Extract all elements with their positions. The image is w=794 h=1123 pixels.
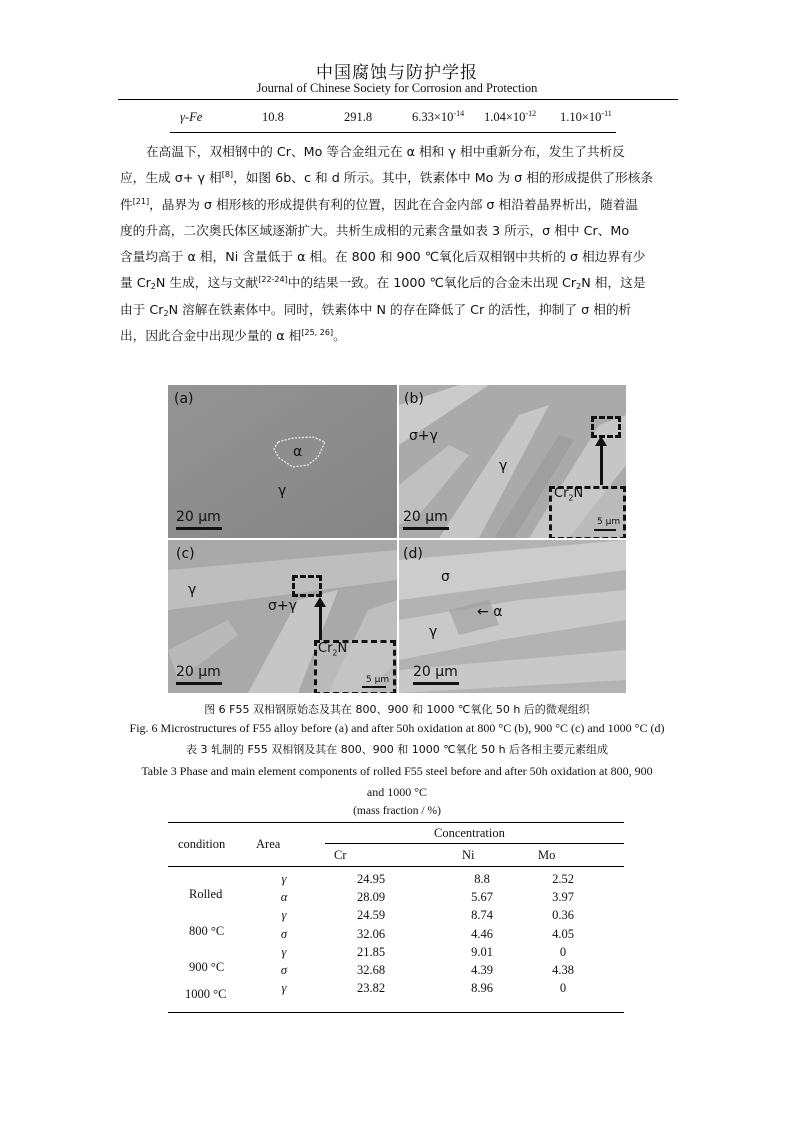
table-bottom-rule xyxy=(170,132,616,133)
cr-cell: 23.82 xyxy=(356,981,386,996)
scale-bar-label: 20 μm xyxy=(413,664,458,680)
inset-scale-bar xyxy=(362,686,386,688)
area-cell: γ xyxy=(281,944,287,959)
area-cell: γ xyxy=(281,908,287,923)
ni-cell: 4.39 xyxy=(471,963,493,977)
value-cell: $1.04\times 10^{-12}$ xyxy=(484,109,537,124)
alpha-label: α xyxy=(293,444,303,460)
alpha-label: ← α xyxy=(477,604,503,620)
scale-bar xyxy=(176,527,222,530)
inset-scale-bar xyxy=(594,529,616,531)
arrow-head xyxy=(314,597,326,607)
ni-cell: 9.01 xyxy=(471,944,493,959)
panel-d-label: (d) xyxy=(403,546,423,562)
sigma-gamma-label: σ+γ xyxy=(409,428,438,444)
condition-cell: Rolled xyxy=(189,887,223,902)
ni-cell: 8.74 xyxy=(471,908,493,923)
mo-cell: 4.38 xyxy=(552,963,574,977)
arrow-shaft xyxy=(319,606,322,640)
scale-bar-label: 20 μm xyxy=(403,509,448,525)
header-condition: condition xyxy=(178,837,226,851)
value-cell: 291.8 xyxy=(344,110,373,124)
scale-bar xyxy=(403,527,449,530)
area-cell: σ xyxy=(280,926,288,941)
cr-cell: 21.85 xyxy=(356,944,386,959)
value-cell: $6.33\times 10^{-14}$ xyxy=(412,109,465,124)
area-cell: α xyxy=(280,890,288,905)
panel-b-label: (b) xyxy=(404,391,424,407)
cr-cell: 32.68 xyxy=(356,963,386,977)
arrow-head xyxy=(595,436,607,446)
phase-cell: γ-Fe xyxy=(180,110,203,124)
header-rule xyxy=(118,99,678,100)
mo-cell: 0 xyxy=(559,981,567,996)
area-cell: σ xyxy=(280,963,288,977)
panel-b-micrograph xyxy=(399,385,626,538)
condition-cell: 900 °C xyxy=(189,959,225,974)
sigma-label: σ xyxy=(441,569,450,585)
mo-cell: 3.97 xyxy=(552,890,574,905)
header-cr: Cr xyxy=(334,848,347,862)
area-cell: γ xyxy=(281,872,287,886)
selection-box xyxy=(591,416,621,438)
header-concentration: Concentration xyxy=(434,826,505,840)
ni-cell: 5.67 xyxy=(471,890,493,905)
table-title-en-2: and 1000 °C xyxy=(366,785,428,799)
panel-c-micrograph xyxy=(168,540,397,693)
inset-scale-label: 5 μm xyxy=(597,517,621,527)
sigma-gamma-label: σ+γ xyxy=(268,598,297,614)
scale-bar-label: 20 μm xyxy=(176,664,221,680)
header-area: Area xyxy=(256,837,281,851)
mo-cell: 0.36 xyxy=(552,908,574,923)
mo-cell: 0 xyxy=(559,944,567,959)
gamma-label: γ xyxy=(429,624,438,640)
cr-cell: 24.95 xyxy=(356,872,386,886)
arrow-shaft xyxy=(600,445,603,485)
table-mid-rule xyxy=(325,843,624,844)
header-ni: Ni xyxy=(462,848,475,862)
cr-cell: 24.59 xyxy=(356,908,386,923)
table-title-cn: 表 3 轧制的 F55 双相钢及其在 800、900 和 1000 ℃氧化 50 h 后各相主要元素组成 xyxy=(185,743,609,756)
selection-box xyxy=(292,575,322,597)
header-mo: Mo xyxy=(538,848,556,862)
table-top-rule xyxy=(168,822,624,823)
panel-c-label: (c) xyxy=(176,546,195,562)
cr-cell: 28.09 xyxy=(356,890,386,905)
figure-caption-en: Fig. 6 Microstructures of F55 alloy before (a) and after 50h oxidation at 800 °C (b), 900 °C (c) and 1000 °C (d) xyxy=(129,721,665,735)
gamma-label: γ xyxy=(278,483,287,499)
body-paragraph: 在高温下，双相钢中的 Cr、Mo 等合金组元在 α 相和 γ 相中重新分布，发生了共析反 应，生成 σ+ γ 相[8]，如图 6b、c 和 d 所示。其中，铁素体中 Mo 为 σ 相的形成提供了形核条 件[21]，晶界为 σ 相形核的形成提供有利的位置，因此在合金内部 σ 相沿着晶界析出，随着温 度的升高，二次奥氏体区域逐渐扩大。共析生成相的元素含量如表 3 所示，σ 相中 Cr、Mo 含量均高于 α 相，Ni 含量低于 α 相。在 800 和 900 ℃氧化后双相钢中共析的 σ 相边界有少 量 $Cr_2N$ 生成，这与文献[22-24]中的结果一致。在 1000 ℃氧化后的合金未出现 $Cr_2N$ 相，这是 由于 $Cr_2N$ 溶解在铁素体中。同时，铁素体中 N 的存在降低了 Cr 的活性，抑制了 σ 相的析 出，因此合金中出现少量的 α 相[25, 26]。 xyxy=(120,144,654,344)
journal-title-en: Journal of Chinese Society for Corrosion and Protection xyxy=(256,81,538,95)
inset-scale-label: 5 μm xyxy=(366,675,390,685)
panel-a-label: (a) xyxy=(174,391,194,407)
scale-bar-label: 20 μm xyxy=(176,509,221,525)
gamma-label: γ xyxy=(188,582,197,598)
previous-table-row xyxy=(120,110,680,126)
table-bottom-rule xyxy=(168,1012,624,1013)
table-header-rule xyxy=(168,866,624,867)
condition-cell: 800 °C xyxy=(189,923,225,938)
value-cell: $1.10\times 10^{-11}$ xyxy=(560,109,612,124)
ni-cell: 8.8 xyxy=(474,872,490,886)
ni-cell: 8.96 xyxy=(471,981,493,996)
panel-d-micrograph xyxy=(399,540,626,693)
scale-bar xyxy=(176,682,222,685)
panel-a-micrograph xyxy=(168,385,397,538)
ni-cell: 4.46 xyxy=(471,926,493,941)
figure-caption-cn: 图 6 F55 双相钢原始态及其在 800、900 和 1000 ℃氧化 50 h 后的微观组织 xyxy=(204,703,590,716)
value-cell: 10.8 xyxy=(262,110,284,124)
table-title-en-1: Table 3 Phase and main element components of rolled F55 steel before and after 50h oxidation at 800, 900 xyxy=(141,764,653,778)
cr2n-label: $Cr_2N$ xyxy=(554,486,584,503)
gamma-label: γ xyxy=(499,458,508,474)
scale-bar xyxy=(413,682,459,685)
cr-cell: 32.06 xyxy=(356,926,386,941)
cr2n-label: $Cr_2N$ xyxy=(318,641,348,658)
condition-cell: 1000 °C xyxy=(185,987,227,1002)
mo-cell: 2.52 xyxy=(552,872,574,886)
journal-title-cn: 中国腐蚀与防护学报 xyxy=(316,63,478,83)
mo-cell: 4.05 xyxy=(552,926,574,941)
area-cell: γ xyxy=(281,981,287,996)
table-unit: (mass fraction / %) xyxy=(353,805,441,817)
